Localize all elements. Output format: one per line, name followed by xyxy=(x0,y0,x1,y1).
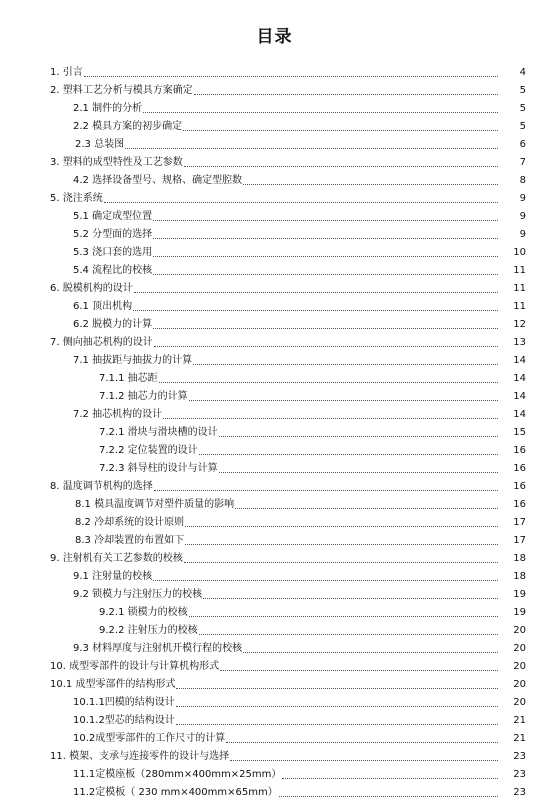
toc-entry-label: 11.1定模座板（280mm×400mm×25mm） xyxy=(73,769,282,780)
dot-leader xyxy=(203,598,498,599)
dot-leader xyxy=(235,508,498,509)
toc-entry[interactable] xyxy=(75,495,526,511)
dot-leader xyxy=(219,472,498,473)
toc-entry[interactable] xyxy=(99,441,526,457)
toc-entry-page: 16 xyxy=(513,445,526,456)
toc-entry-label: 7.1.2 抽芯力的计算 xyxy=(99,391,188,402)
toc-entry-page: 11 xyxy=(513,301,526,312)
dot-leader xyxy=(125,148,498,149)
toc-entry-label: 9.3 材料厚度与注射机开模行程的校核 xyxy=(73,643,243,654)
toc-entry[interactable] xyxy=(50,675,526,691)
toc-entry-page: 20 xyxy=(513,697,526,708)
toc-entry[interactable] xyxy=(73,171,526,187)
toc-entry[interactable] xyxy=(73,207,526,223)
toc-entry[interactable] xyxy=(50,657,526,673)
toc-entry-label: 5.3 浇口套的选用 xyxy=(73,247,153,258)
toc-entry-page: 17 xyxy=(513,517,526,528)
toc-entry[interactable] xyxy=(73,783,526,799)
toc-entry-page: 9 xyxy=(519,229,526,240)
toc-entry-page: 16 xyxy=(513,499,526,510)
dot-leader xyxy=(154,490,498,491)
toc-entry-label: 7.1 抽拔距与抽拔力的计算 xyxy=(73,355,193,366)
toc-entry[interactable] xyxy=(73,99,526,115)
toc-entry[interactable] xyxy=(99,621,526,637)
toc-entry-page: 14 xyxy=(513,409,526,420)
toc-entry[interactable] xyxy=(73,243,526,259)
toc-entry-page: 18 xyxy=(513,553,526,564)
toc-entry[interactable] xyxy=(99,369,526,385)
toc-entry-label: 5.4 流程比的校核 xyxy=(73,265,153,276)
toc-entry[interactable] xyxy=(75,531,526,547)
toc-entry[interactable] xyxy=(50,63,526,79)
toc-entry-page: 7 xyxy=(519,157,526,168)
dot-leader xyxy=(243,652,498,653)
dot-leader xyxy=(176,688,498,689)
dot-leader xyxy=(159,382,498,383)
toc-entry-label: 7.2.3 斜导柱的设计与计算 xyxy=(99,463,218,474)
toc-entry-page: 8 xyxy=(519,175,526,186)
toc-entry-label: 7.2 抽芯机构的设计 xyxy=(73,409,163,420)
toc-entry-page: 18 xyxy=(513,571,526,582)
toc-entry-label: 7.1.1 抽芯距 xyxy=(99,373,158,384)
toc-entry-page: 15 xyxy=(513,427,526,438)
toc-entry-label: 9.2.1 锁模力的校核 xyxy=(99,607,188,618)
toc-entry-page: 23 xyxy=(513,751,526,762)
toc-entry-label: 10.2成型零部件的工作尺寸的计算 xyxy=(73,733,226,744)
toc-entry[interactable] xyxy=(50,333,526,349)
toc-entry-label: 11.2定模板（ 230 mm×400mm×65mm） xyxy=(73,787,278,798)
dot-leader xyxy=(185,526,498,527)
toc-entry-page: 20 xyxy=(513,661,526,672)
dot-leader xyxy=(153,274,498,275)
toc-entry-page: 21 xyxy=(513,733,526,744)
toc-entry-page: 19 xyxy=(513,589,526,600)
toc-entry-label: 10.1 成型零部件的结构形式 xyxy=(50,679,176,690)
toc-entry-label: 7.2.2 定位装置的设计 xyxy=(99,445,198,456)
toc-entry[interactable] xyxy=(73,765,526,781)
toc-entry-page: 5 xyxy=(519,103,526,114)
toc-entry-label: 2.2 模具方案的初步确定 xyxy=(73,121,183,132)
toc-entry[interactable] xyxy=(75,513,526,529)
toc-entry-label: 1. 引言 xyxy=(50,67,83,78)
dot-leader xyxy=(184,562,498,563)
dot-leader xyxy=(282,778,498,779)
toc-entry[interactable] xyxy=(73,585,526,601)
dot-leader xyxy=(153,238,498,239)
dot-leader xyxy=(183,130,498,131)
toc-entry-page: 23 xyxy=(513,769,526,780)
toc-entry[interactable] xyxy=(73,117,526,133)
toc-entry-page: 12 xyxy=(513,319,526,330)
toc-entry-page: 10 xyxy=(513,247,526,258)
toc-entry[interactable] xyxy=(73,729,526,745)
toc-entry-label: 5. 浇注系统 xyxy=(50,193,103,204)
toc-entry-label: 8. 温度调节机构的选择 xyxy=(50,481,153,492)
toc-entry-label: 7.2.1 滑块与滑块槽的设计 xyxy=(99,427,218,438)
dot-leader xyxy=(153,256,498,257)
dot-leader xyxy=(220,670,498,671)
toc-entry-label: 7. 侧向抽芯机构的设计 xyxy=(50,337,153,348)
toc-entry-label: 4.2 选择设备型号、规格、确定型腔数 xyxy=(73,175,243,186)
dot-leader xyxy=(230,760,498,761)
toc-entry-label: 5.2 分型面的选择 xyxy=(73,229,153,240)
toc-entry[interactable] xyxy=(50,189,526,205)
toc-entry-page: 23 xyxy=(513,787,526,798)
toc-entry-page: 14 xyxy=(513,355,526,366)
dot-leader xyxy=(194,94,498,95)
page-title: 目录 xyxy=(256,27,293,47)
toc-entry-page: 11 xyxy=(513,283,526,294)
toc-entry-page: 4 xyxy=(519,67,526,78)
dot-leader xyxy=(185,544,498,545)
toc-entry[interactable] xyxy=(75,135,526,151)
toc-entry[interactable] xyxy=(73,297,526,313)
dot-leader xyxy=(154,346,498,347)
toc-entry[interactable] xyxy=(73,405,526,421)
toc-entry-page: 20 xyxy=(513,643,526,654)
toc-entry-page: 9 xyxy=(519,193,526,204)
toc-entry-label: 3. 塑料的成型特性及工艺参数 xyxy=(50,157,183,168)
toc-entry-page: 9 xyxy=(519,211,526,222)
toc-entry-label: 6.1 顶出机构 xyxy=(73,301,133,312)
dot-leader xyxy=(219,436,498,437)
toc-entry-page: 14 xyxy=(513,391,526,402)
toc-entry-page: 19 xyxy=(513,607,526,618)
toc-entry-label: 9.1 注射量的校核 xyxy=(73,571,153,582)
toc-entry-page: 5 xyxy=(519,85,526,96)
toc-entry-page: 14 xyxy=(513,373,526,384)
toc-entry-label: 6. 脱模机构的设计 xyxy=(50,283,133,294)
dot-leader xyxy=(189,400,498,401)
dot-leader xyxy=(279,796,498,797)
toc-entry[interactable] xyxy=(50,153,526,169)
toc-entry-label: 9.2.2 注射压力的校核 xyxy=(99,625,198,636)
toc-entry-label: 8.3 冷却装置的布置如下 xyxy=(75,535,185,546)
dot-leader xyxy=(189,616,498,617)
toc-entry-label: 8.1 模具温度调节对塑件质量的影响 xyxy=(75,499,235,510)
toc-entry[interactable] xyxy=(73,225,526,241)
dot-leader xyxy=(199,634,498,635)
dot-leader xyxy=(133,310,498,311)
toc-entry[interactable] xyxy=(73,693,526,709)
toc-entry-page: 6 xyxy=(519,139,526,150)
toc-entry[interactable] xyxy=(50,747,526,763)
dot-leader xyxy=(199,454,498,455)
toc-entry[interactable] xyxy=(73,711,526,727)
dot-leader xyxy=(143,112,498,113)
toc-entry-label: 5.1 确定成型位置 xyxy=(73,211,153,222)
dot-leader xyxy=(163,418,498,419)
toc-entry-label: 2.1 制件的分析 xyxy=(73,103,143,114)
dot-leader xyxy=(104,202,498,203)
dot-leader xyxy=(84,76,498,77)
toc-entry[interactable] xyxy=(73,351,526,367)
toc-entry-label: 10.1.2型芯的结构设计 xyxy=(73,715,175,726)
toc-entry-label: 2. 塑料工艺分析与模具方案确定 xyxy=(50,85,193,96)
toc-entry[interactable] xyxy=(73,567,526,583)
dot-leader xyxy=(153,328,498,329)
toc-entry[interactable] xyxy=(99,423,526,439)
toc-entry[interactable] xyxy=(99,387,526,403)
dot-leader xyxy=(193,364,498,365)
toc-entry-label: 9.2 锁模力与注射压力的校核 xyxy=(73,589,203,600)
toc-entry-page: 17 xyxy=(513,535,526,546)
toc-entry-label: 9. 注射机有关工艺参数的校核 xyxy=(50,553,183,564)
dot-leader xyxy=(243,184,498,185)
toc-entry[interactable] xyxy=(50,279,526,295)
dot-leader xyxy=(226,742,498,743)
toc-entry-page: 11 xyxy=(513,265,526,276)
toc-entry-label: 2.3 总装图 xyxy=(75,139,125,150)
toc-entry-page: 5 xyxy=(519,121,526,132)
toc-entry-label: 8.2 冷却系统的设计原则 xyxy=(75,517,185,528)
toc-entry[interactable] xyxy=(73,639,526,655)
toc-entry[interactable] xyxy=(50,81,526,97)
dot-leader xyxy=(134,292,498,293)
toc-entry-page: 20 xyxy=(513,625,526,636)
toc-entry[interactable] xyxy=(99,603,526,619)
toc-entry-label: 10.1.1凹模的结构设计 xyxy=(73,697,175,708)
dot-leader xyxy=(176,706,498,707)
toc-entry[interactable] xyxy=(73,261,526,277)
toc-entry-page: 20 xyxy=(513,679,526,690)
toc-entry[interactable] xyxy=(73,315,526,331)
toc-entry[interactable] xyxy=(50,477,526,493)
toc-entry-page: 21 xyxy=(513,715,526,726)
toc-entry-label: 10. 成型零部件的设计与计算机构形式 xyxy=(50,661,220,672)
dot-leader xyxy=(153,220,498,221)
dot-leader xyxy=(153,580,498,581)
toc-entry-label: 11. 模架、支承与连接零件的设计与选择 xyxy=(50,751,230,762)
dot-leader xyxy=(184,166,498,167)
toc-entry[interactable] xyxy=(99,459,526,475)
toc-entry-page: 16 xyxy=(513,463,526,474)
toc-entry-page: 13 xyxy=(513,337,526,348)
toc-entry-page: 16 xyxy=(513,481,526,492)
toc-entry-label: 6.2 脱模力的计算 xyxy=(73,319,153,330)
dot-leader xyxy=(176,724,498,725)
toc-entry[interactable] xyxy=(50,549,526,565)
